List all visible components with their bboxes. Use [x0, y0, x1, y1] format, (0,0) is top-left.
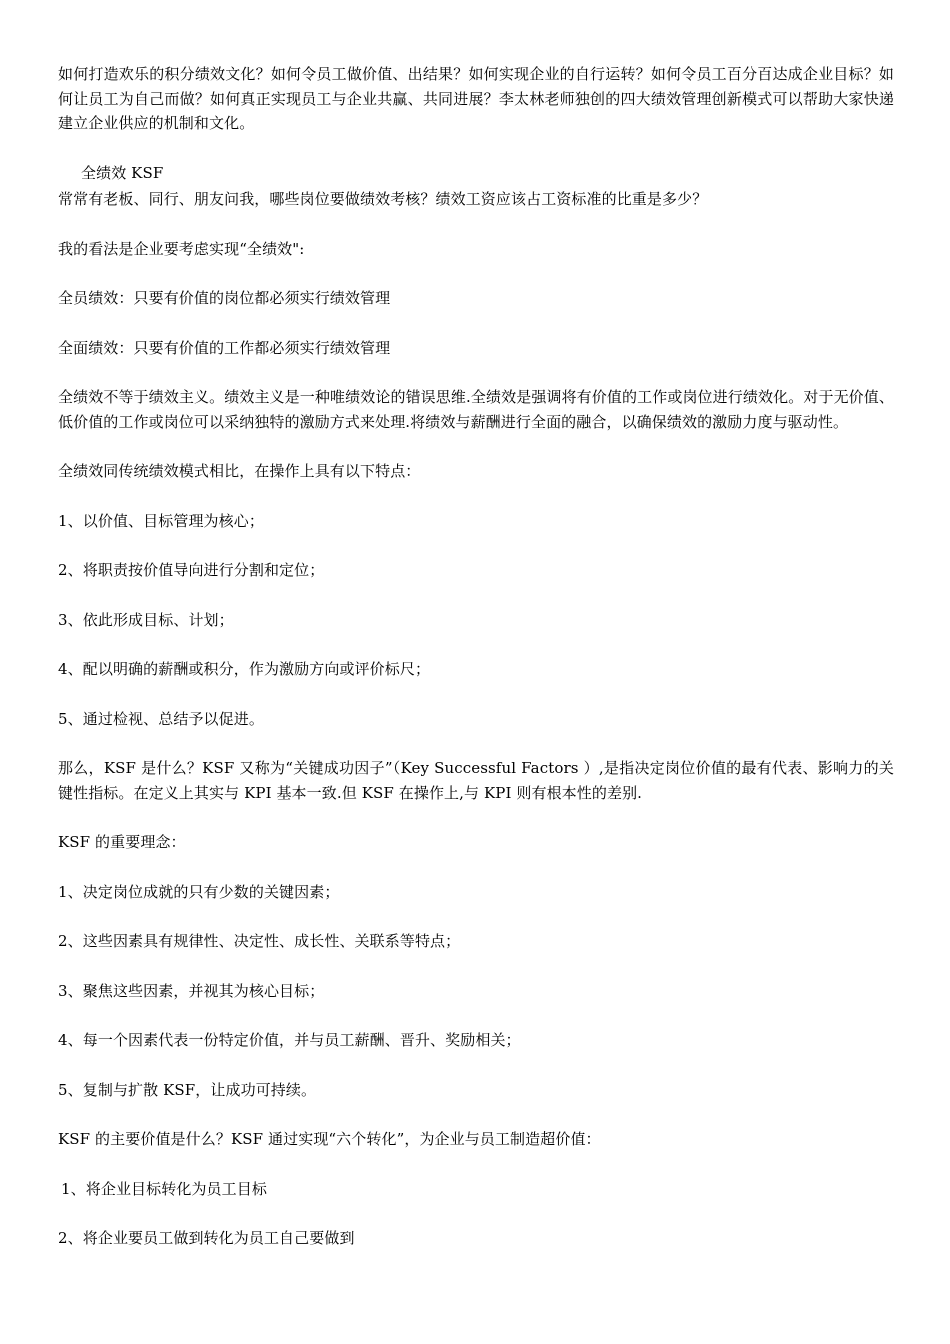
intro-paragraph: 如何打造欢乐的积分绩效文化？如何令员工做价值、出结果？如何实现企业的自行运转？如何令员工百分百达成企业目标？如何让员工为自己而做？如何真正实现员工与企业共赢、共同进展？李太林老师独创的四大绩效管理创新模式可以帮助大家快递建立企业供应的机制和文化。 — [58, 65, 894, 132]
concepts-title: KSF 的重要理念： — [58, 833, 186, 851]
list-item: 4、每一个因素代表一份特定价值，并与员工薪酬、晋升、奖励相关； — [58, 1031, 521, 1049]
view-paragraph: 我的看法是企业要考虑实现“全绩效": — [58, 239, 305, 258]
list-item: 1、以价值、目标管理为核心； — [58, 511, 264, 530]
list-item: 2、将职责按价值导向进行分割和定位； — [58, 561, 325, 579]
list-item: 4、配以明确的薪酬或积分，作为激励方向或评价标尺； — [58, 660, 431, 678]
all-work-paragraph: 全面绩效：只要有价值的工作都必须实行绩效管理 — [58, 338, 391, 357]
what-ksf-paragraph: 那么，KSF 是什么？KSF 又称为“关键成功因子”（Key Successful Factors ）,是指决定岗位价值的最有代表、影响力的关键性指标。在定义上其实与 KPI 基本一致.但 KSF 在操作上,与 KPI 则有根本性的差别. — [58, 759, 894, 802]
compare-paragraph: 全绩效同传统绩效模式相比，在操作上具有以下特点： — [58, 462, 421, 480]
not-ism-paragraph: 全绩效不等于绩效主义。绩效主义是一种唯绩效论的错误思维.全绩效是强调将有价值的工作或岗位进行绩效化。对于无价值、低价值的工作或岗位可以采纳独特的激励方式来处理.将绩效与薪酬进行全面的融合，以确保绩效的激励力度与驱动性。 — [58, 388, 894, 431]
question-paragraph: 常常有老板、同行、朋友问我，哪些岗位要做绩效考核？绩效工资应该占工资标准的比重是多少？ — [58, 190, 708, 208]
document-page — [58, 62, 894, 1276]
value-title: KSF 的主要价值是什么？KSF 通过实现“六个转化”，为企业与员工制造超价值： — [58, 1130, 601, 1148]
all-staff-paragraph: 全员绩效：只要有价值的岗位都必须实行绩效管理 — [58, 289, 391, 307]
list-item: 3、依此形成目标、计划； — [58, 610, 234, 629]
list-item: 2、将企业要员工做到转化为员工自己要做到 — [58, 1229, 355, 1247]
list-item: 5、通过检视、总结予以促进。 — [58, 709, 264, 728]
list-item: 5、复制与扩散 KSF，让成功可持续。 — [58, 1080, 317, 1099]
list-item: 1、将企业目标转化为员工目标 — [61, 1179, 267, 1198]
list-item: 2、这些因素具有规律性、决定性、成长性、关联系等特点； — [58, 932, 461, 950]
section-heading: 全绩效 KSF — [81, 163, 164, 182]
list-item: 1、决定岗位成就的只有少数的关键因素； — [58, 882, 340, 901]
list-item: 3、聚焦这些因素，并视其为核心目标； — [58, 981, 325, 1000]
